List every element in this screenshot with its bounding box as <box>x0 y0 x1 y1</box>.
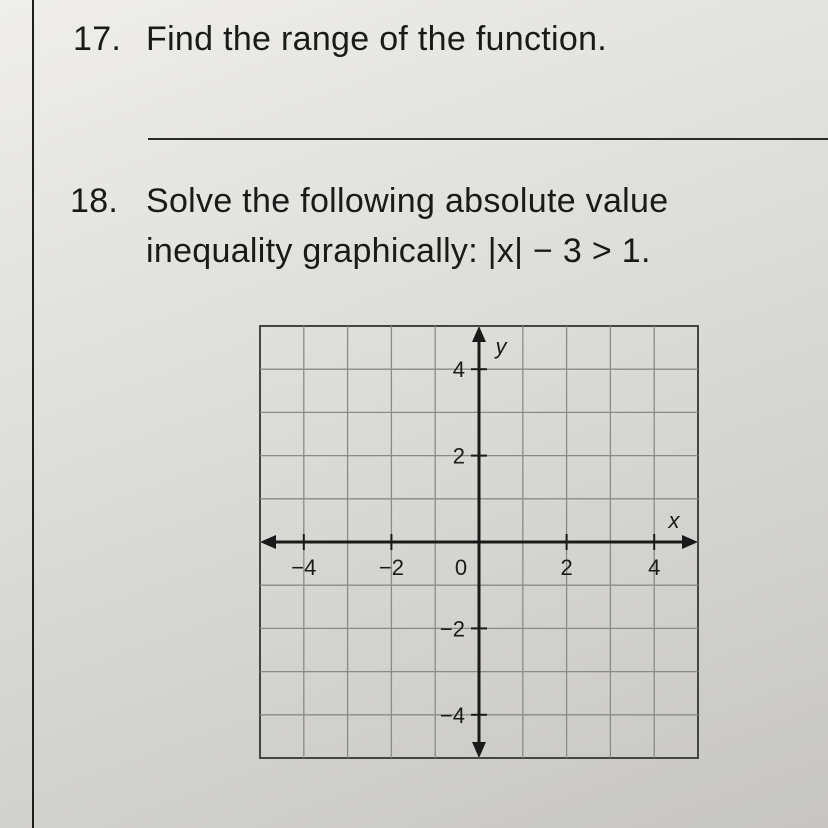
question-17-text: Find the range of the function. <box>146 20 608 58</box>
coordinate-grid <box>256 322 702 762</box>
x-axis-label: x <box>668 508 680 533</box>
x-tick-label: 0 <box>454 555 468 580</box>
y-tick-label: 2 <box>452 443 465 469</box>
question-17-number: 17. <box>73 20 122 58</box>
y-tick-label: 4 <box>452 357 465 383</box>
question-18-number: 18. <box>70 182 119 220</box>
question-17-answer-line <box>148 138 828 140</box>
x-tick-label: 2 <box>560 555 573 580</box>
page-margin-line <box>32 0 34 828</box>
y-tick-label: −2 <box>439 616 465 642</box>
x-tick-label: −2 <box>378 555 404 580</box>
x-axis-right-arrow-icon <box>682 535 698 549</box>
y-tick-label: −4 <box>439 702 465 728</box>
question-18-text-line-2: inequality graphically: |x| − 3 > 1. <box>146 232 651 270</box>
y-axis-up-arrow-icon <box>472 326 486 342</box>
y-axis-label: y <box>495 334 507 359</box>
x-tick-label: 4 <box>648 555 661 580</box>
y-axis-down-arrow-icon <box>472 742 486 758</box>
x-tick-label: −4 <box>291 555 317 580</box>
question-18-text-line-1: Solve the following absolute value <box>146 182 669 220</box>
x-axis-left-arrow-icon <box>260 535 276 549</box>
